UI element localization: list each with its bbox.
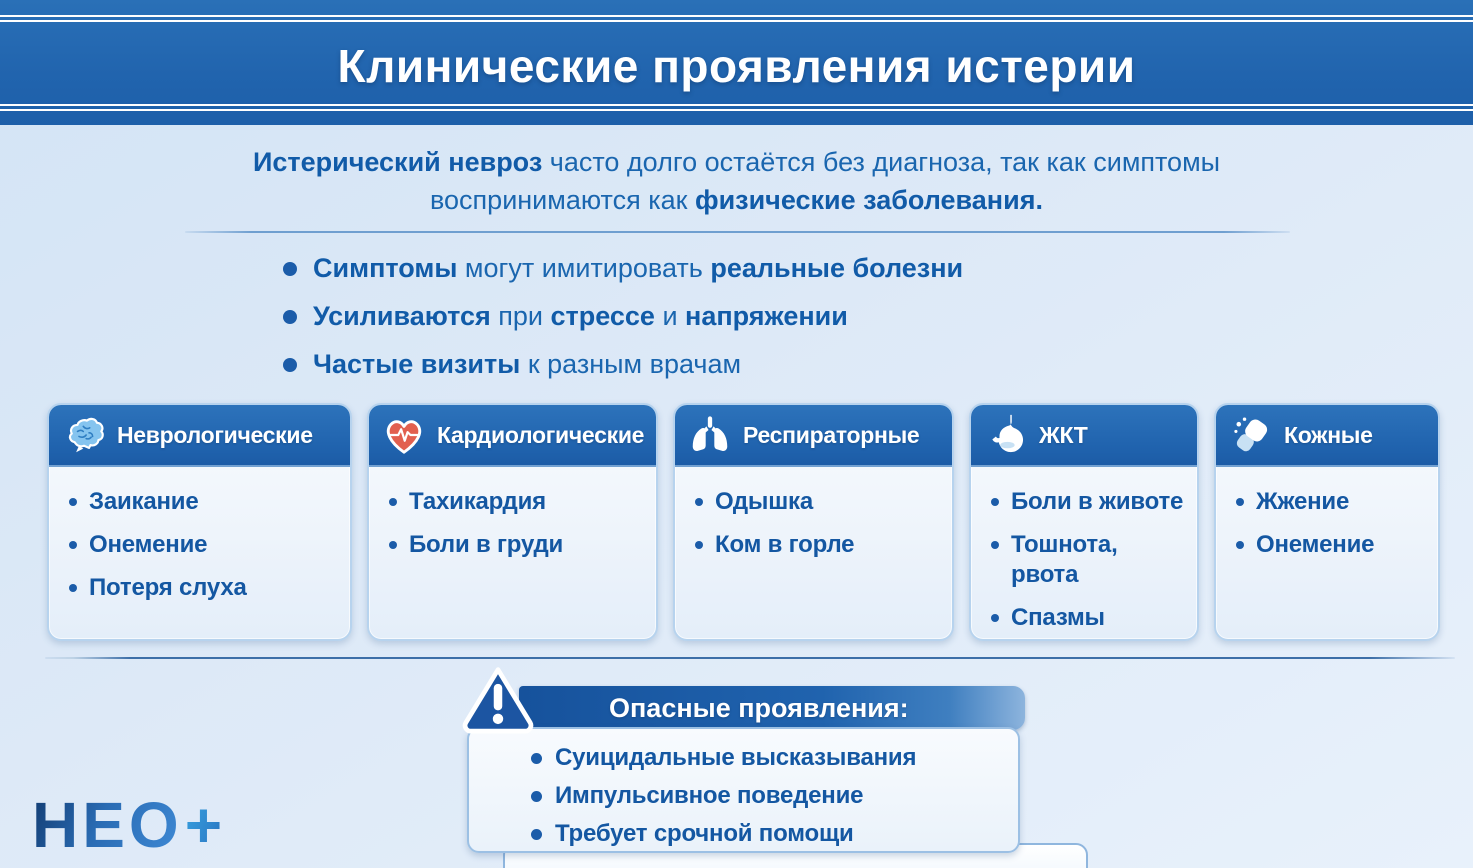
card-title: Респираторные	[743, 421, 920, 448]
lungs-icon	[687, 412, 733, 458]
key-point-text: при	[490, 301, 551, 331]
card-item	[1011, 603, 1187, 633]
danger-signs-header	[519, 686, 1025, 730]
card-item	[1011, 530, 1187, 590]
card-item	[715, 487, 942, 517]
card-respiratory	[673, 403, 954, 641]
banner-divider-top	[0, 15, 1473, 22]
warning-triangle-icon	[460, 664, 536, 734]
key-point-stress	[283, 301, 963, 332]
key-point-symptoms	[283, 253, 963, 284]
key-point-bold: стрессе	[550, 301, 655, 331]
card-item	[1256, 530, 1428, 560]
card-header	[971, 405, 1197, 467]
key-point-bold: реальные болезни	[710, 253, 964, 283]
skin-icon	[1228, 412, 1274, 458]
card-item-label: Тошнота, рвота	[1011, 531, 1118, 588]
key-point-text: могут имитировать	[457, 253, 711, 283]
bullet-dot-icon	[991, 498, 999, 506]
brain-icon	[61, 412, 107, 458]
danger-sign-label: Суицидальные высказывания	[555, 744, 917, 771]
card-item-label: Одышка	[715, 488, 813, 515]
bullet-dot-icon	[283, 358, 297, 372]
bullet-dot-icon	[283, 262, 297, 276]
card-item-label: Потеря слуха	[89, 574, 247, 601]
intro-paragraph	[152, 143, 1322, 220]
card-item-list	[675, 467, 952, 573]
card-item	[89, 487, 340, 517]
card-item	[1011, 487, 1187, 517]
banner-divider-bottom	[0, 104, 1473, 111]
bullet-dot-icon	[69, 498, 77, 506]
bullet-dot-icon	[69, 541, 77, 549]
bullet-dot-icon	[1236, 541, 1244, 549]
intro-text: часто долго остаётся без диагноза, так как симптомы воспринимаются как	[430, 147, 1221, 216]
key-point-bold: Симптомы	[313, 253, 458, 283]
card-neurological	[47, 403, 352, 641]
bullet-dot-icon	[695, 498, 703, 506]
card-item-label: Тахикардия	[409, 488, 546, 515]
key-points-list	[283, 253, 963, 397]
card-title: Неврологические	[117, 421, 313, 448]
symptom-cards-row	[47, 403, 1440, 641]
card-item	[409, 530, 646, 560]
page-title: Клинические проявления истерии	[337, 39, 1136, 92]
card-title: ЖКТ	[1039, 421, 1088, 448]
card-item	[715, 530, 942, 560]
danger-sign-label: Требует срочной помощи	[555, 820, 854, 847]
card-item-list	[971, 467, 1197, 641]
card-item	[409, 487, 646, 517]
card-item-label: Спазмы	[1011, 604, 1105, 631]
card-item-label: Онемение	[89, 531, 208, 558]
key-point-text: к разным врачам	[520, 349, 742, 379]
card-item-label: Боли в груди	[409, 531, 564, 558]
card-header	[675, 405, 952, 467]
danger-sign-item	[555, 743, 1018, 773]
card-skin	[1214, 403, 1440, 641]
danger-sign-label: Импульсивное поведение	[555, 782, 864, 809]
danger-signs-title: Опасные проявления:	[609, 692, 909, 723]
card-item	[1256, 487, 1428, 517]
key-point-bold: Усиливаются	[313, 301, 491, 331]
card-item	[89, 530, 340, 560]
bullet-dot-icon	[389, 541, 397, 549]
card-cardiological	[367, 403, 658, 641]
intro-tail-bold: физические заболевания.	[694, 185, 1043, 216]
card-title: Кожные	[1284, 421, 1373, 448]
danger-sign-item	[555, 781, 1018, 811]
card-item-list	[369, 467, 656, 573]
card-header	[369, 405, 656, 467]
card-item-label: Заикание	[89, 488, 199, 515]
bullet-dot-icon	[991, 614, 999, 622]
key-point-text: и	[654, 301, 686, 331]
heart-icon	[381, 412, 427, 458]
neo-plus-logo	[32, 789, 227, 861]
key-point-doctor-visits	[283, 349, 963, 380]
danger-signs-block	[460, 664, 1090, 864]
bullet-dot-icon	[531, 829, 542, 840]
card-item	[89, 573, 340, 603]
danger-signs-box	[467, 727, 1020, 853]
intro-lead-bold: Истерический невроз	[252, 147, 543, 177]
bullet-dot-icon	[389, 498, 397, 506]
key-point-bold: Частые визиты	[313, 349, 521, 379]
bullet-dot-icon	[695, 541, 703, 549]
bullet-dot-icon	[283, 310, 297, 324]
title-banner	[0, 0, 1473, 125]
card-gastrointestinal	[969, 403, 1199, 641]
logo-text: НЕО	[32, 789, 183, 861]
card-item-list	[49, 467, 350, 616]
card-title: Кардиологические	[437, 421, 645, 448]
bullet-dot-icon	[1236, 498, 1244, 506]
card-item-label: Жжение	[1256, 488, 1350, 515]
danger-signs-list	[469, 729, 1018, 849]
danger-sign-item	[555, 819, 1018, 849]
card-item-label: Ком в горле	[715, 531, 855, 558]
bullet-dot-icon	[531, 791, 542, 802]
card-item-label: Боли в животе	[1011, 488, 1184, 515]
card-header	[49, 405, 350, 467]
card-header	[1216, 405, 1438, 467]
card-item-list	[1216, 467, 1438, 573]
section-divider	[45, 657, 1455, 659]
card-item-label: Онемение	[1256, 531, 1375, 558]
bullet-dot-icon	[531, 753, 542, 764]
key-point-bold: напряжении	[685, 301, 848, 331]
logo-plus-icon: +	[184, 789, 227, 861]
bullet-dot-icon	[69, 584, 77, 592]
stomach-icon	[983, 412, 1029, 458]
intro-divider	[185, 231, 1290, 233]
bullet-dot-icon	[991, 541, 999, 549]
